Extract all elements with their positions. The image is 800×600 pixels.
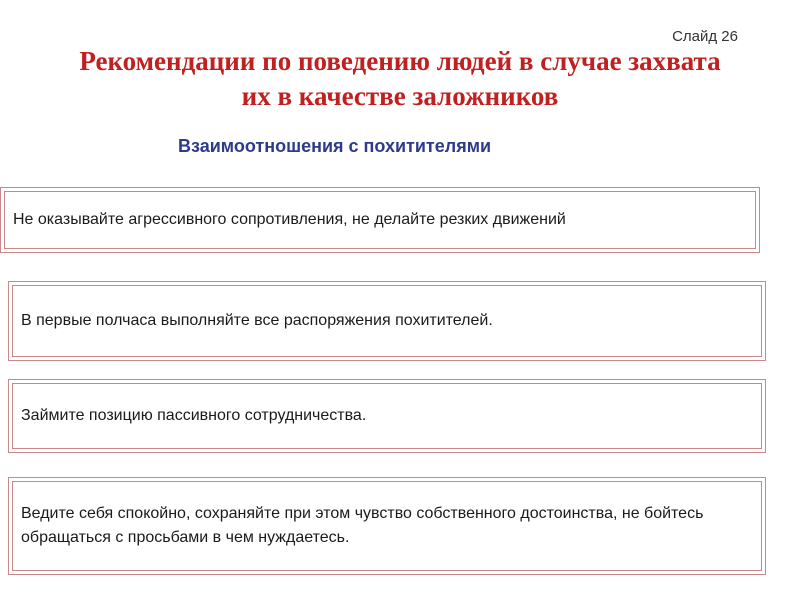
recommendation-text-4: Ведите себя спокойно, сохраняйте при этом чувство собственного достоинства, не бойтесь обращаться с просьбами в чем нуждаетесь. [21, 505, 704, 546]
recommendation-text-3: Займите позицию пассивного сотрудничества. [21, 407, 367, 424]
title-line-2: их в качестве заложников [241, 81, 559, 111]
recommendation-box-1 [4, 191, 756, 249]
slide-title [0, 44, 800, 114]
recommendation-text-2: В первые полчаса выполняйте все распоряжения похитителей. [21, 312, 493, 329]
slide-number: Слайд 26 [672, 28, 738, 45]
title-line-1: Рекомендации по поведению людей в случае захвата [79, 46, 721, 76]
recommendation-box-4 [12, 481, 762, 571]
recommendation-box-2 [12, 285, 762, 357]
recommendation-text-1: Не оказывайте агрессивного сопротивления, не делайте резких движений [13, 211, 566, 228]
recommendation-box-3 [12, 383, 762, 449]
section-subtitle: Взаимоотношения с похитителями [178, 136, 492, 156]
